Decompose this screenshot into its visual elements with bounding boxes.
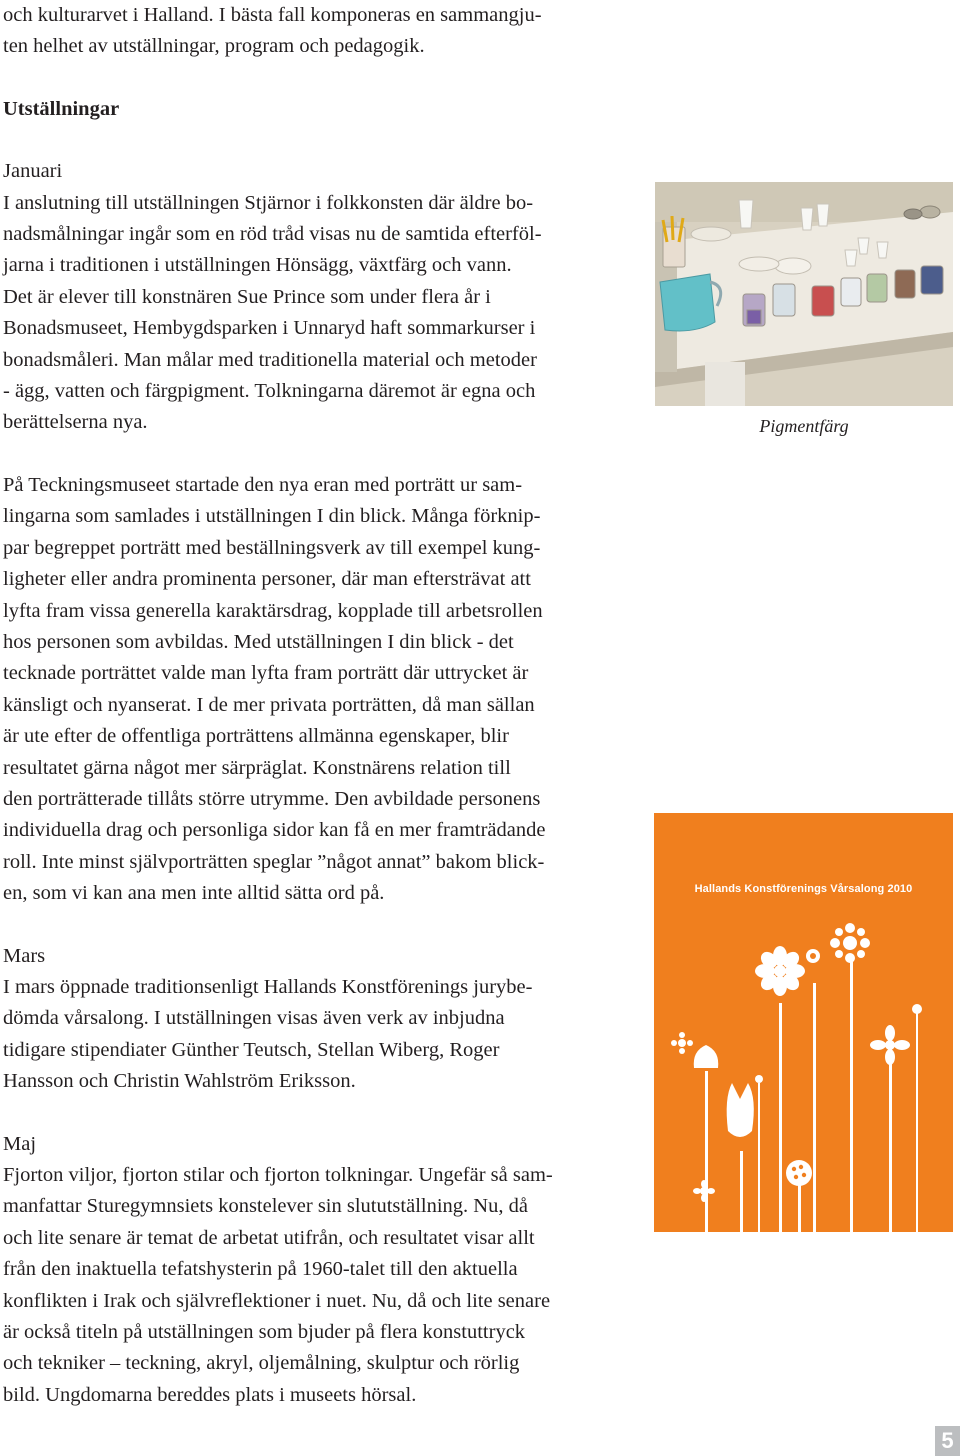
intro-paragraph [3, 0, 635, 63]
pigment-photo-image [655, 182, 953, 406]
text-line: Fjorton viljor, fjorton stilar och fjorton tolkningar. Ungefär så sam- [3, 1164, 553, 1186]
maj-paragraph [3, 1160, 635, 1411]
text-line: lyfta fram vissa generella karaktärsdrag, kopplade till arbetsrollen [3, 599, 543, 622]
januari-paragraph-1 [3, 188, 635, 439]
text-line: roll. Inte minst självporträtten speglar ”något annat” bakom blick- [3, 850, 545, 873]
text-line: tidigare stipendiater Günther Teutsch, Stellan Wiberg, Roger [3, 1038, 500, 1061]
poster-flowers [654, 813, 953, 1232]
text-line: känsligt och nyanserat. I de mer privata porträtten, då man sällan [3, 693, 535, 716]
text-line: och tekniker – teckning, akryl, oljemålning, skulptur och rörlig [3, 1352, 520, 1375]
text-line: lingarna som samlades i utställningen I din blick. Många förknip- [3, 505, 541, 528]
text-line: På Teckningsmuseet startade den nya eran med porträtt ur sam- [3, 473, 523, 496]
text-line: - ägg, vatten och färgpigment. Tolkningarna däremot är egna och [3, 380, 536, 403]
text-line: I mars öppnade traditionsenligt Hallands Konstförenings jurybe- [3, 975, 533, 998]
mars-paragraph [3, 972, 635, 1098]
text-line: är ute efter de offentliga porträttens allmänna egenskaper, blir [3, 725, 509, 748]
poster-title: Hallands Konstförenings Vårsalong 2010 [694, 883, 913, 895]
text-line: individuella drag och personliga sidor kan få en mer framträdande [3, 819, 546, 842]
text-line: manfattar Sturegymnsiets konstelever sin slututställning. Nu, då [3, 1195, 528, 1218]
text-line: dömda vårsalong. I utställningen visas även verk av inbjudna [3, 1007, 505, 1030]
text-line: jarna i traditionen i utställningen Hönsägg, växtfärg och vann. [3, 254, 512, 277]
vårsalong-poster [654, 813, 953, 1232]
text-line: och kulturarvet i Halland. I bästa fall komponeras en sammangju- [3, 4, 542, 26]
text-line: nadsmålningar ingår som en röd tråd visas nu de samtida efterföl- [3, 223, 542, 246]
text-line: från den inaktuella tefatshysterin på 1960-talet till den aktuella [3, 1258, 518, 1281]
text-line: Det är elever till konstnären Sue Prince som under flera år i [3, 285, 491, 308]
text-line: par begreppet porträtt med beställningsverk av till exempel kung- [3, 536, 541, 559]
text-line: en, som vi kan ana men inte alltid sätta ord på. [3, 882, 385, 905]
text-line: tecknade porträttet valde man lyfta fram porträtt där uttrycket är [3, 662, 529, 685]
text-line: ligheter eller andra prominenta personer, där man eftersträvat att [3, 568, 531, 591]
text-column [3, 0, 635, 1411]
text-line: Hansson och Christin Wahlström Eriksson. [3, 1070, 356, 1093]
text-line: ten helhet av utställningar, program och pedagogik. [3, 35, 425, 58]
month-heading-januari: Januari [3, 160, 63, 183]
januari-paragraph-2 [3, 470, 635, 910]
pigment-photo [655, 182, 953, 406]
text-line: berättelserna nya. [3, 411, 148, 434]
month-heading-mars: Mars [3, 944, 46, 967]
text-line: Bonadsmuseet, Hembygdsparken i Unnaryd haft sommarkurser i [3, 317, 536, 340]
text-line: resultatet gärna något mer särpräglat. Konstnärens relation till [3, 756, 511, 779]
text-line: den porträtterade tillåts större utrymme. Den avbildade personens [3, 787, 541, 810]
text-line: bonadsmåleri. Man målar med traditionella material och metoder [3, 348, 537, 371]
text-line: är också titeln på utställningen som bjuder på flera konstuttryck [3, 1321, 526, 1344]
text-line: och lite senare är temat de arbetat utifrån, och resultatet visar allt [3, 1226, 535, 1249]
text-line: hos personen som avbildas. Med utställningen I din blick - det [3, 630, 514, 653]
section-heading: Utställningar [3, 97, 120, 120]
text-line: konflikten i Irak och självreflektioner i nuet. Nu, då och lite senare [3, 1289, 551, 1312]
text-line: I anslutning till utställningen Stjärnor i folkkonsten där äldre bo- [3, 191, 534, 214]
photo-caption: Pigmentfärg [759, 416, 849, 436]
page-number: 5 [935, 1426, 960, 1456]
month-heading-maj: Maj [3, 1132, 37, 1155]
text-line: bild. Ungdomarna bereddes plats i museets hörsal. [3, 1383, 417, 1406]
